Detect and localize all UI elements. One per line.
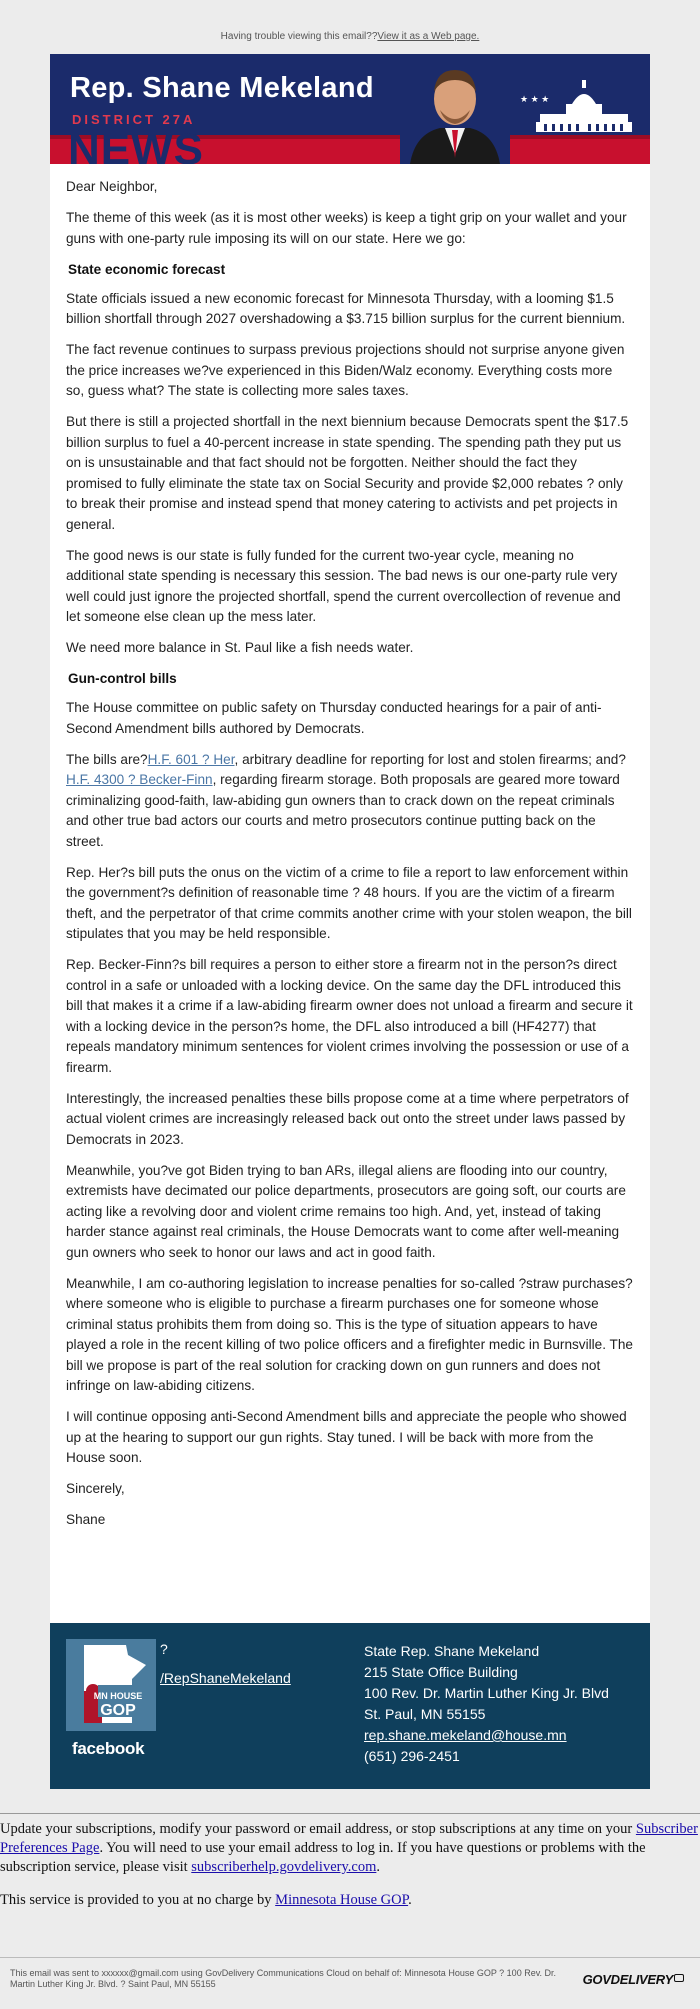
banner-news: NEWS [68,125,204,164]
mn-house-gop-logo [66,1639,156,1731]
newsletter-banner [50,54,650,164]
paragraph: The good news is our state is fully funded for the current two-year cycle, meaning no additional state spending is necessary this session. The bad news is our one-party rule very well could just ignore the projected shortfall, spend the current overcollection of revenue and let someone else clean up the mess later. [66,547,621,624]
trouble-viewing-text: Having trouble viewing this email?? [220,31,378,42]
minnesota-map-icon [66,1639,156,1731]
paragraph: The fact revenue continues to surpass previous projections should not surprise anyone given the price increases we?ve experienced in this Biden/Walz economy. Everything costs more so, guess what? The state is collecting more sales taxes. [66,342,625,398]
phone-number: (651) 296-2451 [364,1748,460,1764]
rep-portrait-image [400,54,510,164]
facebook-handle-link[interactable]: /RepShaneMekeland [160,1670,291,1686]
paragraph: Interestingly, the increased penalties these bills propose come at a time where perpetrators of actual violent crimes are increasingly released back out onto the street under laws passed by Democrats in 2023. [66,1090,629,1147]
paragraph: Meanwhile, you?ve got Biden trying to ban ARs, illegal aliens are flooding into our country, extremists have decimated our police departments, prosecutors are going soft, our courts are acting like a revolving door and violent crime remains too high. And, yet, instead of taking harder stance against real criminals, the House Democrats want to come after well-meaning gun owners who seek to honor our laws and act in good faith. [66,1162,626,1260]
paragraph: We need more balance in St. Paul like a fish needs water. [66,640,414,655]
subscription-notice [0,1813,700,1924]
govdelivery-logo[interactable]: GOVDELIVERY [583,1974,684,1985]
intro-paragraph: The theme of this week (as it is most other weeks) is keep a tight grip on your wallet and your guns with one-party rule imposing its will on our state. Here we go: [66,210,627,246]
divider [0,1813,700,1814]
bills-paragraph: The bills are?H.F. 601 ? Her, arbitrary deadline for reporting for lost and stolen firearms; and?H.F. 4300 ? Becker-Finn, regarding firearm storage. Both proposals are geared more toward criminalizing good-faith, law-abiding gun owners than to crack down on the repeat criminals and other true bad actors our courts and metro prosecutors continue putting back on the street. [66,751,626,849]
web-view-notice [0,0,700,44]
facebook-label: facebook [72,1739,145,1758]
contact-footer [50,1623,650,1789]
signoff: Sincerely, [66,1481,125,1496]
paragraph: But there is still a projected shortfall in the next biennium because Democrats spent the $17.5 billion surplus to fuel a 40-percent increase in state spending. The spending path they put us on is unsustainable and that fact should not be forgotten. Neither should the fact they promised to fully eliminate the state tax on Social Security and provide $2,000 rebates ? only to break their promise and instead spend that money catering to activists and pet projects in general. [66,414,629,532]
address-building: 215 State Office Building [364,1664,518,1680]
greeting: Dear Neighbor, [66,179,158,194]
subscriber-help-link[interactable]: subscriberhelp.govdelivery.com [191,1859,377,1875]
hf-601-link[interactable]: H.F. 601 ? Her [147,751,235,767]
section-heading-gun-control: Gun-control bills [68,671,177,686]
paragraph: The House committee on public safety on Thursday conducted hearings for a pair of anti-Second Amendment bills authored by Democrats. [66,700,602,736]
paragraph: State officials issued a new economic forecast for Minnesota Thursday, with a looming $1.5 billion shortfall through 2027 overshadowing a $3.715 billion surplus for the current biennium. [66,290,626,326]
svg-text:GOP: GOP [100,1702,136,1719]
speech-bubble-icon [674,1974,684,1982]
capitol-building-icon [536,80,632,136]
signature: Shane [66,1512,106,1527]
email-link[interactable]: rep.shane.mekeland@house.mn [364,1727,567,1743]
footer-question-mark: ? [160,1641,168,1657]
paragraph: Rep. Becker-Finn?s bill requires a person to either store a firearm not in the person?s direct control in a safe or unloaded with a locking device. On the same day the DFL introduced this bill that makes it a crime if a law-abiding firearm owner does not unload a firearm and secure it with a locking device in the person?s home, the DFL also introduced a bill (HF4277) that repeals mandatory minimum sentences for violent crimes involving the possession or use of a firearm. [66,957,633,1075]
subscriber-preferences-link[interactable]: Subscriber Preferences Page [0,1821,698,1856]
paragraph: Rep. Her?s bill puts the onus on the victim of a crime to file a report to law enforcement within the government?s definition of reasonable time ? 48 hours. If you are the victim of a firearm theft, and the perpetrator of that crime commits another crime with your stolen weapon, the bill stipulates that you may be held responsible. [66,864,632,941]
address-street: 100 Rev. Dr. Martin Luther King Jr. Blvd [364,1685,609,1701]
paragraph: Meanwhile, I am co-authoring legislation to increase penalties for so-called ?straw purchases? where someone who is eligible to purchase a firearm purchases one for someone whose criminal status prohibits them from doing so. This is the type of situation appears to have played a role in the recent killing of two police officers and a firefighter medic in Burnsville. The bill we propose is part of the real solution for cracking down on gun runners and does not infringe on law-abiding citizens. [66,1275,633,1393]
service-paragraph: This service is provided to you at no charge by Minnesota House GOP. [0,1892,412,1908]
office-address [364,1641,609,1767]
paragraph: I will continue opposing anti-Second Amendment bills and appreciate the people who showed up at the hearing to support our gun rights. Stay tuned. I will be back with more from the House soon. [66,1409,627,1465]
legal-text: This email was sent to xxxxxx@gmail.com using GovDelivery Communications Cloud on behalf of: Minnesota House GOP ? 100 Rev. Dr. Martin Luther King Jr. Blvd. ? Saint Paul, MN 55155 [10,1968,557,1989]
facebook-logo-link[interactable] [66,1639,156,1761]
minnesota-house-gop-link[interactable]: Minnesota House GOP [275,1892,409,1908]
legal-footer [0,1957,700,1990]
svg-text:MN HOUSE: MN HOUSE [93,1691,143,1701]
address-city: St. Paul, MN 55155 [364,1706,486,1722]
preferences-paragraph: Update your subscriptions, modify your password or email address, or stop subscriptions at any time on your Subscriber Preferences Page. You will need to use your email address to log in. If you have questions or problems with the subscription service, please visit subscriberhelp.govdelivery.com. [0,1821,698,1875]
banner-stars-icon: ★ ★ ★ [520,94,550,104]
hf-4300-link[interactable]: H.F. 4300 ? Becker-Finn [66,772,213,787]
address-name: State Rep. Shane Mekeland [364,1643,540,1659]
banner-district: DISTRICT 27A [72,112,196,127]
newsletter-body [50,164,650,1623]
view-web-page-link[interactable]: View it as a Web page. [377,31,480,42]
section-heading-economic-forecast: State economic forecast [68,261,226,277]
banner-rep-name: Rep. Shane Mekeland [70,72,374,104]
